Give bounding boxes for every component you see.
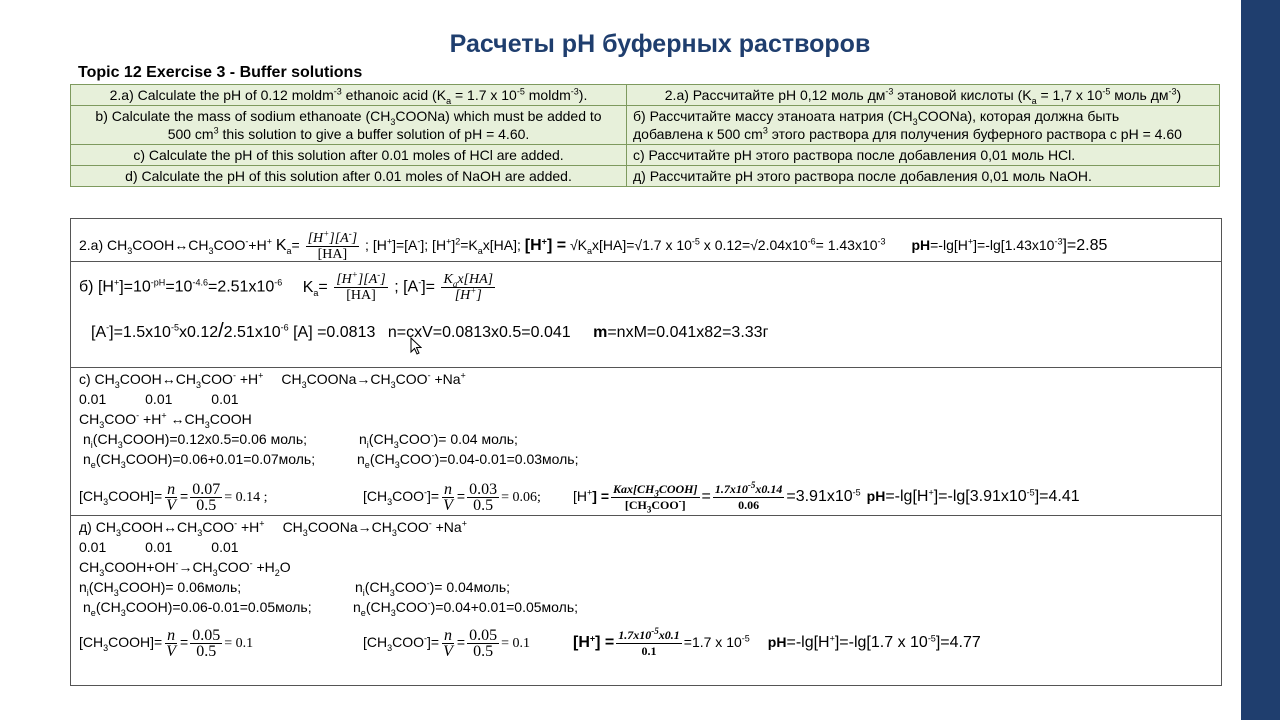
solution-b-line2: $[A^-]=1.5x10^{-5}x0.12/2.51x10^{-6}$ [A] =0.0813 n=cxV=0.0813x0.5=0.041 m=nxM=0.041x82=3.33г (91, 320, 769, 342)
equilibrium-line: с) $CH_3COOH\leftrightarrow CH_3COO^- +H^+$ $CH_3COONa\to CH_3COO^- +Na^+$ (79, 370, 466, 390)
acid-concentration: $[CH_3COOH]=$ $\frac{n}{V}$ = $\frac{0.07}{0.5}$ = 0.14 ; (79, 481, 268, 514)
task-b-ru: б) Рассчитайте массу этаноата натрия $(CH_3COONa)$, которая должна быть добавлена к 500 $cm^3$ этого раствора для получения буферного раствора с pH = 4.60 (627, 106, 1220, 145)
equilibrium-line: д) $CH_3COOH\leftrightarrow CH_3COO^- +H^+$ $CH_3COONa\to CH_3COO^- +Na^+$ (79, 518, 467, 538)
solution-b-line1: б) $[H^+]=10^{-pH}=10^{-4.6}=2.51x10^{-6}$ $K_a=$ $\frac{[H^+][A^-]}{[HA]}$ ; [A-]= $\frac{K_ax[HA]}{[H^+]}$ (79, 269, 494, 303)
acid-concentration: $[CH_3COOH]=$ $\frac{n}{V}$ = $\frac{0.05}{0.5}$ = 0.1 (79, 627, 254, 660)
reaction-line: $CH_3COOH+OH^-\to CH_3COO^- +H_2O$ (79, 558, 291, 578)
moles-line: 0.01 0.01 0.01 (79, 539, 239, 555)
solution-c (71, 367, 1221, 516)
task-d-en: d) Calculate the pH of this solution after 0.01 moles of NaOH are added. (71, 166, 627, 187)
reaction-line: $CH_3COO^- +H^+$ $\leftrightarrow CH_3COOH$ (79, 410, 252, 430)
task-a-en: 2.a) Calculate the pH of 0.12 moldm$^{-3}$ ethanoic acid ($K_a = 1.7$ x $10^{-5}$ moldm$^{-3}$). (71, 85, 627, 106)
initial-moles-acid: $n_i(CH_3COOH)=$ 0.06моль; (79, 579, 242, 598)
initial-moles-salt: $n_i(CH_3COO^-)= 0.04$ моль; (359, 430, 518, 450)
moles-line: 0.01 0.01 0.01 (79, 391, 239, 407)
salt-concentration: $[CH_3COO^-]=$ $\frac{n}{V}$ = $\frac{0.05}{0.5}$ = 0.1 (363, 627, 530, 660)
table-row (71, 106, 1220, 145)
task-d-ru: д) Рассчитайте pH этого раствора после добавления 0,01 моль NaOH. (627, 166, 1220, 187)
equilibrium-moles-salt: $n_e(CH_3COO^-)=0.04+0.01=0.05моль$; (353, 598, 578, 618)
table-row (71, 85, 1220, 106)
hydrogen-concentration: [H+] = $\frac{1.7x10^{-5}x0.1}{0.1}$ =1.7 x $10^{-5}$ pH=-lg[H+]=-lg[1.7 x $10^{-5}]=4.77$ (573, 626, 981, 658)
table-row (71, 166, 1220, 187)
tasks-table (70, 84, 1220, 187)
salt-concentration: $[CH_3COO^-]=$ $\frac{n}{V}$ = $\frac{0.03}{0.5}$ = 0.06; (363, 481, 541, 514)
task-c-ru: с) Рассчитайте pH этого раствора после добавления 0,01 моль HCl. (627, 145, 1220, 166)
initial-moles-salt: $n_i(CH_3COO^-)=$ 0.04моль; (355, 578, 511, 598)
anion-fraction: $\frac{K_ax[HA]}{[H^+]}$ (443, 272, 494, 303)
solution-d (71, 515, 1221, 686)
equilibrium-moles-acid: $n_e(CH_3COOH)=0.06+0.01=0.07моль$; (83, 451, 316, 470)
slide-title: Расчеты pH буферных растворов (449, 30, 871, 58)
task-a-ru: 2.a) Рассчитайте pH 0,12 моль $дм^{-3}$ этановой кислоты ($K_a = 1,7$ x $10^{-5}$ моль $дм^{-3}$) (627, 85, 1220, 106)
table-row (71, 145, 1220, 166)
exercise-heading: Topic 12 Exercise 3 - Buffer solutions (78, 64, 363, 81)
solution-box (70, 218, 1222, 686)
ka-fraction: $\frac{[H^+][A^-]}{[HA]}$ (307, 228, 358, 262)
task-c-en: c) Calculate the pH of this solution after 0.01 moles of HCl are added. (71, 145, 627, 166)
hydrogen-concentration: [H+] = $\frac{Kax[CH_3COOH]}{[CH_3COO^-]}$ = $\frac{1.7x10^{-5}x0.14}{0.06}$ $=3.91x10^{-5}$ $pH=-\lg[H^+]=-\lg[3.91x10^{-5}]=4.41$ (573, 480, 1080, 515)
side-accent-bar (1241, 0, 1280, 720)
task-b-en: b) Calculate the mass of sodium ethanoate $(CH_3COONa)$ which must be added to 500 $cm^3$ this solution to give a buffer solution of pH = 4.60. (71, 106, 627, 145)
equilibrium-moles-salt: $n_e(CH_3COO^-)=0.04-0.01=0.03моль$; (357, 450, 579, 470)
mouse-pointer-icon (410, 337, 422, 355)
equilibrium-moles-acid: $n_e(CH_3COOH)=0.06-0.01=0.05моль$; (83, 599, 312, 618)
solution-b (71, 261, 1221, 367)
solution-a-line: 2.a) $CH_3COOH\leftrightarrow CH_3COO^-+H^+$ $K_a=$ $\frac{[H^+][A^-]}{[HA]}$ ; [H+]=[A-]; $[H^+]^2=K_ax[HA]$; $[H^+] = √K_ax[HA]=√1.7$ x $10^{-5}$ x $0.12=√2.04x10^{-6}= 1.43x10^{-3}$ $pH=-\lg[H^+]=-\lg[1.43x10^{-3}]=2.85$ (79, 228, 1108, 262)
ka-fraction: $\frac{[H^+][A^-]}{[HA]}$ (336, 269, 386, 303)
initial-moles-acid: $n_i(CH_3COOH)=0.12x0.5=0.06$ моль; (83, 431, 308, 450)
